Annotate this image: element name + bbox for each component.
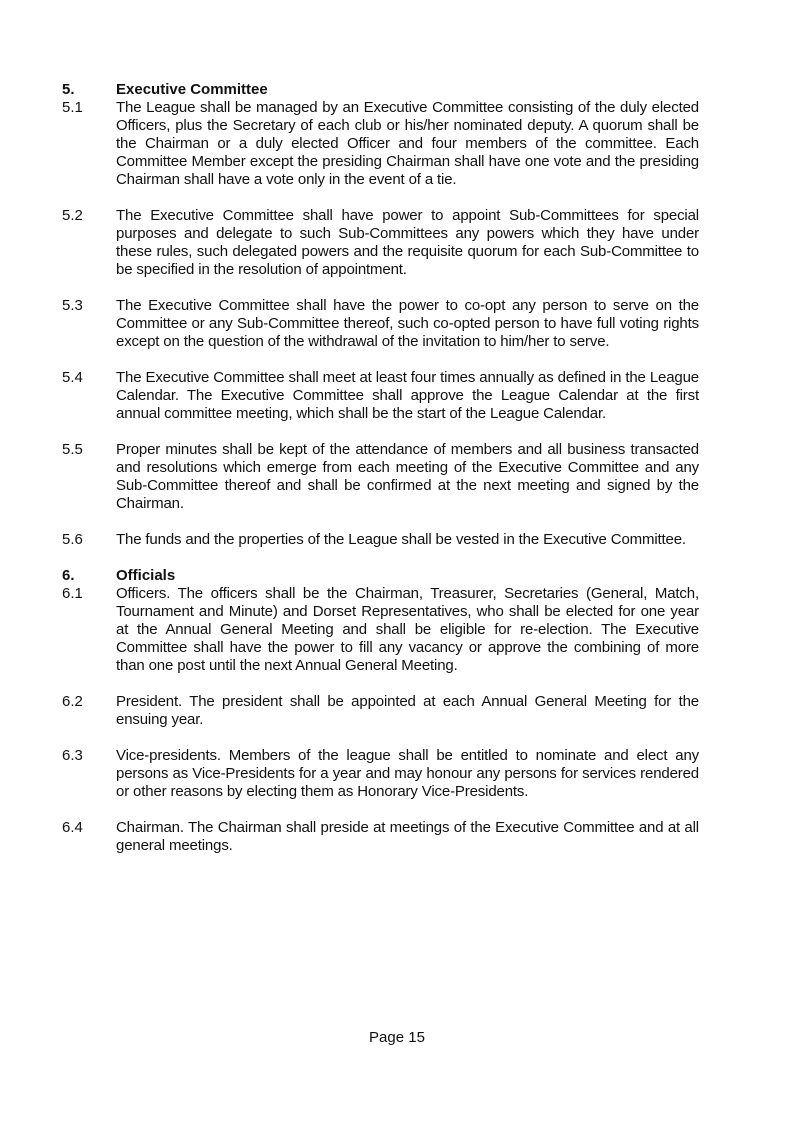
clause-5-5 <box>62 441 699 513</box>
clause-number: 5.4 <box>62 369 83 386</box>
clause-6-2 <box>62 693 699 729</box>
clause-number: 6.2 <box>62 693 83 710</box>
clause-text: The League shall be managed by an Executive Committee consisting of the duly elected Officers, plus the Secretary of each club or his/her nominated deputy. A quorum shall be the Chairman or a duly elected Officer and four members of the committee. Each Committee Member except the presiding Chairman shall have one vote and the presiding Chairman shall have a vote only in the event of a tie. <box>116 99 699 188</box>
clause-text: The Executive Committee shall have the power to co-opt any person to serve on the Committee or any Sub-Committee thereof, such co-opted person to have full voting rights except on the question of the withdrawal of the invitation to him/her to serve. <box>116 297 699 350</box>
clause-number: 5.5 <box>62 441 83 458</box>
section-number: 6. <box>62 567 75 584</box>
clause-5-4 <box>62 369 699 423</box>
clause-6-1 <box>62 585 699 675</box>
section-title: Officials <box>116 567 176 584</box>
clause-number: 5.3 <box>62 297 83 314</box>
section-heading <box>62 81 699 99</box>
section-executive-committee <box>62 81 699 549</box>
clause-text: The Executive Committee shall have power to appoint Sub-Committees for special purposes and delegate to such Sub-Committees any powers which they have under these rules, such delegated powers and the requisite quorum for each Sub-Committee to be specified in the resolution of appointment. <box>116 207 699 278</box>
clause-6-3 <box>62 747 699 801</box>
clause-text: The Executive Committee shall meet at least four times annually as defined in the League Calendar. The Executive Committee shall approve the League Calendar at the first annual committee meeting, which shall be the start of the League Calendar. <box>116 369 699 422</box>
clause-number: 5.1 <box>62 99 83 116</box>
section-officials <box>62 567 699 855</box>
clause-5-6 <box>62 531 699 549</box>
clause-5-3 <box>62 297 699 351</box>
clause-text: Chairman. The Chairman shall preside at meetings of the Executive Committee and at all general meetings. <box>116 819 699 854</box>
clause-number: 5.2 <box>62 207 83 224</box>
clause-5-1 <box>62 99 699 189</box>
page-number: Page 15 <box>369 1029 425 1046</box>
clause-text: Proper minutes shall be kept of the attendance of members and all business transacted and resolutions which emerge from each meeting of the Executive Committee and any Sub-Committee thereof and shall be confirmed at the next meeting and signed by the Chairman. <box>116 441 699 512</box>
clause-5-2 <box>62 207 699 279</box>
section-title: Executive Committee <box>116 81 268 98</box>
clause-text: President. The president shall be appointed at each Annual General Meeting for the ensuing year. <box>116 693 699 728</box>
clause-text: Vice-presidents. Members of the league shall be entitled to nominate and elect any persons as Vice-Presidents for a year and may honour any persons for services rendered or other reasons by electing them as Honorary Vice-Presidents. <box>116 747 699 800</box>
clause-number: 5.6 <box>62 531 83 548</box>
clause-6-4 <box>62 819 699 855</box>
clause-number: 6.4 <box>62 819 83 836</box>
section-heading <box>62 567 699 585</box>
document-page <box>62 81 699 873</box>
clause-number: 6.3 <box>62 747 83 764</box>
section-number: 5. <box>62 81 75 98</box>
clause-text: Officers. The officers shall be the Chairman, Treasurer, Secretaries (General, Match, Tournament and Minute) and Dorset Representatives, who shall be elected for one year at the Annual General Meeting and shall be eligible for re-election. The Executive Committee shall have the power to fill any vacancy or approve the combining of more than one post until the next Annual General Meeting. <box>116 585 699 674</box>
clause-number: 6.1 <box>62 585 83 602</box>
clause-text: The funds and the properties of the League shall be vested in the Executive Committee. <box>116 531 686 548</box>
